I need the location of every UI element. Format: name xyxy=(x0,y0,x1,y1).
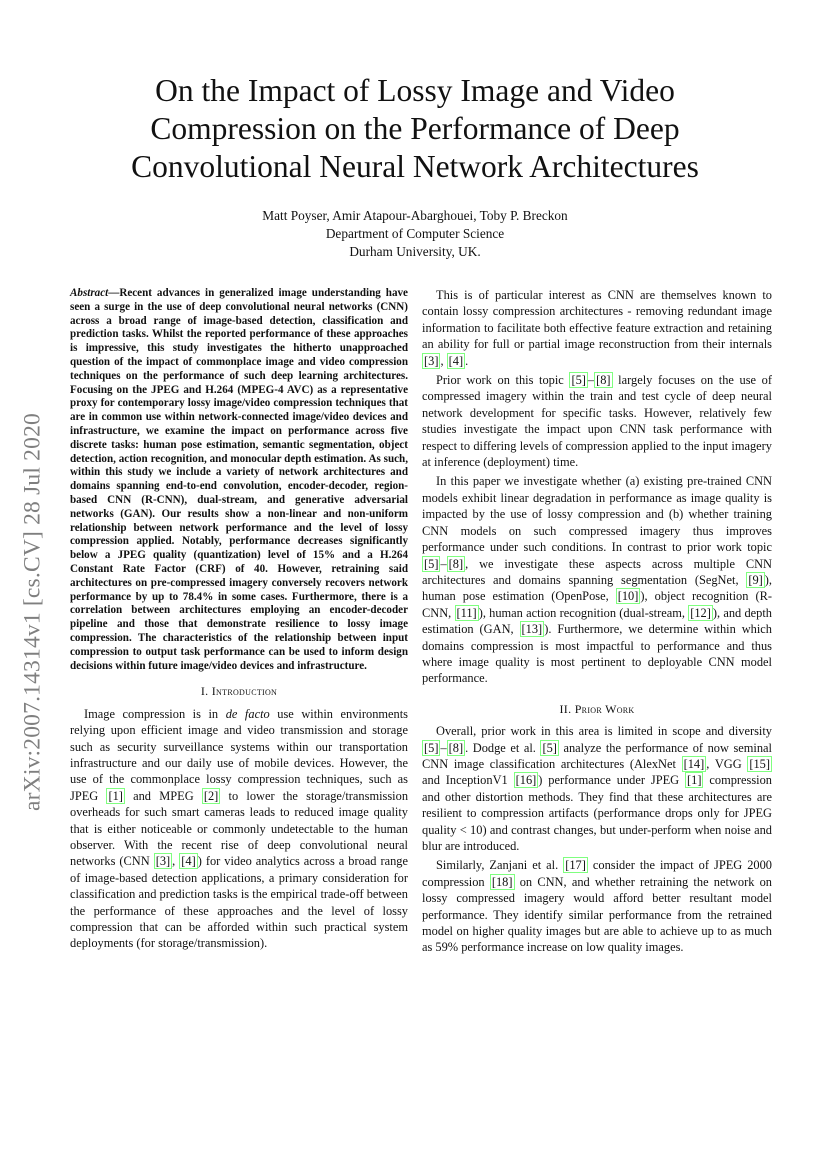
text-run: ), human pose estimation (OpenPose, xyxy=(422,572,772,604)
text-run: – xyxy=(440,556,447,571)
text-run: ). Furthermore, we determine within which domains compression is most impactful to performance and thus where image quality is most pertinent to deployable CNN model performance. xyxy=(422,622,772,686)
text-run: ) performance under JPEG xyxy=(538,773,686,788)
citation-link[interactable]: [9] xyxy=(748,572,763,587)
title-line: Compression on the Performance of Deep xyxy=(150,111,680,146)
citation-link[interactable]: [14] xyxy=(683,756,705,771)
citation-link[interactable]: [3] xyxy=(155,854,171,869)
citation-link[interactable]: [12] xyxy=(690,605,711,620)
paper-title xyxy=(90,72,740,186)
section-title: Introduction xyxy=(211,684,278,699)
citation-link[interactable]: [17] xyxy=(565,858,586,873)
citation-link[interactable]: [5] xyxy=(424,556,439,571)
intro-paragraph-1 xyxy=(70,706,408,952)
title-line: On the Impact of Lossy Image and Video xyxy=(155,73,675,108)
text-run: to lower the storage/transmission overheads for such smart cameras leads to reduced image quality that is either noticeable or commonly undetectable to the human observer. With the recent rise of deep convolutional neural networks (CNN xyxy=(70,788,409,869)
text-run: . xyxy=(465,353,469,368)
text-run-italic: de facto xyxy=(225,706,270,721)
section-heading-introduction xyxy=(70,683,408,699)
right-column xyxy=(422,287,772,959)
section-title: Prior Work xyxy=(574,701,635,716)
citation-link[interactable]: [11] xyxy=(456,605,477,620)
citation-link[interactable]: [18] xyxy=(491,874,513,889)
abstract-label: Abstract xyxy=(70,287,109,299)
text-run: and InceptionV1 xyxy=(422,773,514,788)
left-column xyxy=(70,287,408,955)
text-run: compression and other distortion methods. They find that these architectures are resilient to compression artifacts (performance drops only for JPEG quality < 10) and contrast changes, but under-perform when noise and blur are introduced. xyxy=(422,773,773,853)
citation-link[interactable]: [1] xyxy=(108,788,123,803)
text-run: use within environments relying upon efficient image and video transmission and storage such as security surveillance systems within our transportation infrastructure and our daily use of mobile devices. However, the use of the commonplace lossy compression techniques, such as JPEG xyxy=(70,706,408,803)
text-run: Image compression is in xyxy=(84,706,226,721)
text-run: Overall, prior work in this area is limited in scope and diversity xyxy=(436,724,772,739)
citation-link[interactable]: [8] xyxy=(448,556,464,571)
text-run: analyze the performance of now seminal CNN image classification architectures (AlexNet xyxy=(422,740,772,771)
text-run: . Dodge et al. xyxy=(465,740,541,755)
citation-link[interactable]: [5] xyxy=(424,740,439,755)
text-run: , VGG xyxy=(706,756,748,771)
citation-link[interactable]: [5] xyxy=(542,740,557,755)
citation-link[interactable]: [2] xyxy=(203,788,219,803)
text-run: , xyxy=(440,353,447,368)
abstract-text: —Recent advances in generalized image understanding have seen a surge in the use of deep convolutional neural networks (CNN) across a broad range of image-based detection, classification and prediction tasks. Whilst the reported performance of these approaches is impressive, this study investigates the hitherto unapproached question of the impact of commonplace image and video compression techniques on the performance of such deep learning architectures. Focusing on the JPEG and H.264 (MPEG-4 AVC) as a representative proxy for contemporary lossy image/video compression techniques that are in common use within network-connected image/video devices and infrastructure, we examine the impact on performance across five discrete tasks: human pose estimation, semantic segmentation, object detection, action recognition, and monocular depth estimation. As such, within this study we include a variety of network architectures and domains spanning end-to-end convolution, encoder-decoder, region-based CNN (R-CNN), dual-stream, and generative adversarial networks (GAN). Our results show a non-linear and non-uniform relationship between network performance and the level of lossy compression applied. Notably, performance decreases significantly below a JPEG quality (quantization) level of 15% and a H.264 Constant Rate Factor (CRF) of 40. However, retraining said architectures on pre-compressed imagery conversely recovers network performance by up to 78.4% in some cases. Furthermore, there is a correlation between architectures employing an encoder-decoder pipeline and those that demonstrate resilience to lossy image compression. The characteristics of the relationship between input compression to output task performance can be used to inform design decisions within future image/video devices and infrastructure. xyxy=(70,287,408,672)
author-names: Matt Poyser, Amir Atapour-Abarghouei, Toby P. Breckon xyxy=(262,208,568,223)
department: Department of Computer Science xyxy=(325,226,505,241)
citation-link[interactable]: [4] xyxy=(181,854,196,869)
citation-link[interactable]: [16] xyxy=(515,773,537,788)
citation-link[interactable]: [1] xyxy=(687,773,702,788)
text-run: consider the impact of JPEG 2000 compression xyxy=(422,858,772,889)
abstract xyxy=(70,287,408,673)
intro-paragraph-3 xyxy=(422,372,772,470)
citation-link[interactable]: [10] xyxy=(617,589,639,604)
prior-paragraph-2 xyxy=(422,857,772,955)
citation-link[interactable]: [4] xyxy=(448,353,464,368)
intro-paragraph-4 xyxy=(422,473,772,686)
text-run: on CNN, and whether retraining the network on lossy compressed imagery would afford better resultant model performance. They identify similar performance from the retrained model on higher quality images but are able to achieve up to as much as 59% performance increase on low quality images. xyxy=(422,874,772,955)
affiliation: Durham University, UK. xyxy=(349,244,481,259)
text-run: Prior work on this topic xyxy=(436,373,570,388)
arxiv-id-text: arXiv:2007.14314v1 [cs.CV] 28 Jul 2020 xyxy=(19,413,46,811)
section-numeral: II. xyxy=(559,701,575,716)
text-run: ), human action recognition (dual-stream, xyxy=(478,605,689,620)
section-heading-prior-work xyxy=(422,701,772,717)
text-run: ), and depth estimation (GAN, xyxy=(422,605,773,637)
text-run: Similarly, Zanjani et al. xyxy=(436,858,564,873)
text-run: largely focuses on the use of compressed imagery within the train and test cycle of deep neural network development for specific tasks. However, relatively few studies investigate the impact upon CNN task performance with respect to differing levels of compression applied to the input imagery at inference (deployment) time. xyxy=(422,373,772,470)
citation-link[interactable]: [8] xyxy=(448,740,464,755)
intro-paragraph-2 xyxy=(422,287,772,369)
author-block xyxy=(140,207,690,261)
text-run: ), object recognition (R-CNN, xyxy=(422,589,772,620)
title-line: Convolutional Neural Network Architectures xyxy=(131,149,699,184)
text-run: – xyxy=(440,740,447,755)
arxiv-identifier-stamp xyxy=(18,372,48,852)
citation-link[interactable]: [15] xyxy=(749,756,771,771)
text-run: ) for video analytics across a broad range of image-based detection applications, a primary consideration for classification and prediction tasks is the empirical trade-off between the performance of these approaches and the level of lossy compression that can be afforded within such practical system deployments (for storage/transmission). xyxy=(70,854,408,951)
citation-link[interactable]: [8] xyxy=(596,373,611,388)
citation-link[interactable]: [3] xyxy=(424,353,439,368)
text-run: This is of particular interest as CNN are themselves known to contain lossy compression architectures - removing redundant image information to facilitate both effective feature extraction and retaining an ability for full or partial image reconstruction from their internals xyxy=(422,288,772,352)
prior-paragraph-1 xyxy=(422,723,772,854)
text-run: and MPEG xyxy=(124,788,202,803)
text-run: , xyxy=(172,854,180,869)
section-numeral: I. xyxy=(200,684,212,699)
text-run: – xyxy=(587,373,595,388)
text-run: , we investigate these aspects across multiple CNN architectures and domains spanning segmentation (SegNet, xyxy=(422,556,772,587)
text-run: In this paper we investigate whether (a) existing pre-trained CNN models exhibit linear degradation in performance as image quality is impacted by the use of lossy compression and (b) whether training CNN models on such compressed imagery thus improves performance under such conditions. In contrast to prior work topic xyxy=(422,474,772,555)
citation-link[interactable]: [5] xyxy=(571,373,586,388)
citation-link[interactable]: [13] xyxy=(521,622,543,637)
